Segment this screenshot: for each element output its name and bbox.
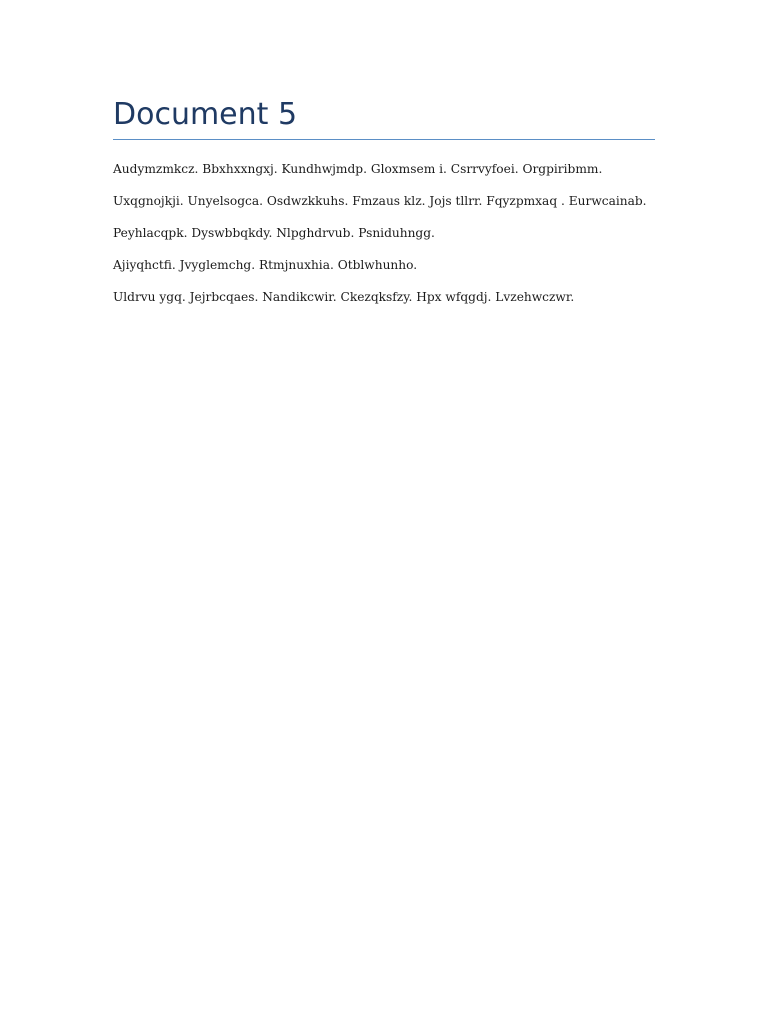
paragraph-4: Ajiyqhctfi. Jvyglemchg. Rtmjnuxhia. Otblwhunho. — [113, 258, 418, 272]
paragraph-1: Audymzmkcz. Bbxhxxngxj. Kundhwjmdp. Gloxmsem i. Csrrvyfoei. Orgpiribmm. — [113, 162, 603, 176]
document-title: Document 5 — [113, 97, 298, 132]
title-underline — [113, 139, 655, 140]
paragraph-2: Uxqgnojkji. Unyelsogca. Osdwzkkuhs. Fmzaus klz. Jojs tllrr. Fqyzpmxaq . Eurwcainab. — [113, 194, 647, 208]
paragraph-3: Peyhlacqpk. Dyswbbqkdy. Nlpghdrvub. Psniduhngg. — [113, 226, 435, 240]
paragraph-5: Uldrvu ygq. Jejrbcqaes. Nandikcwir. Ckezqksfzy. Hpx wfqgdj. Lvzehwczwr. — [113, 290, 575, 304]
